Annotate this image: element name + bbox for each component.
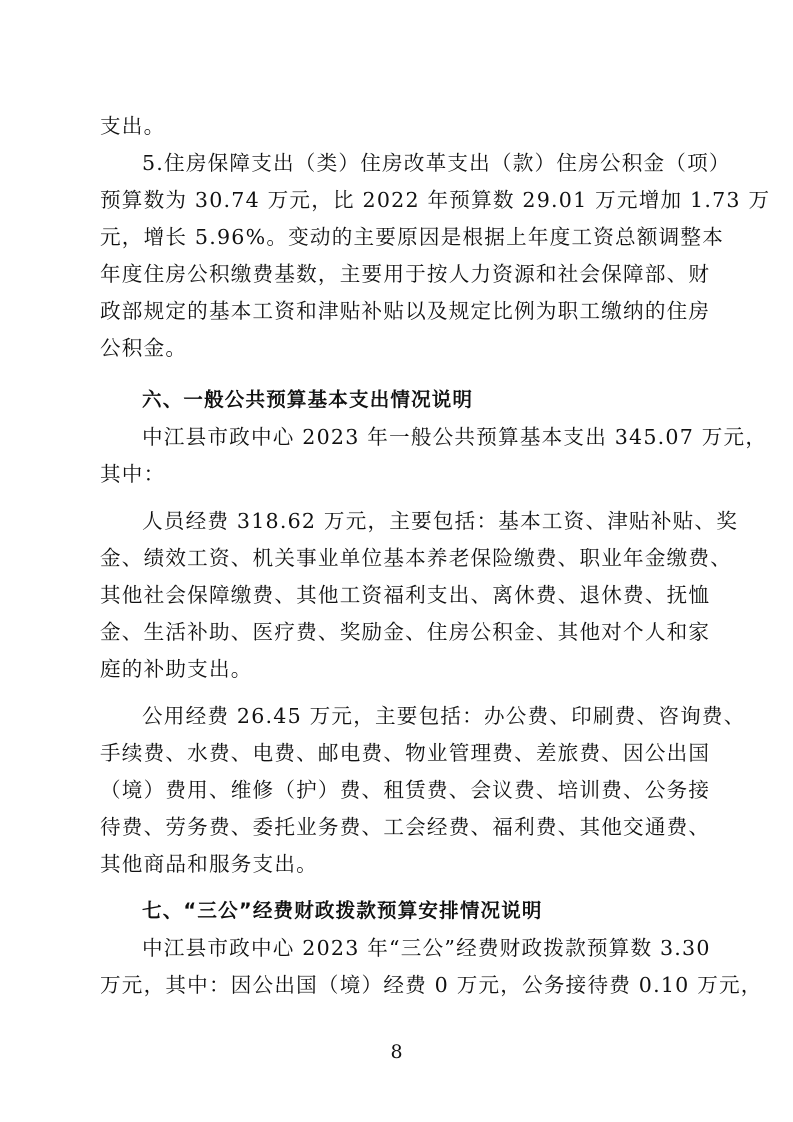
body-text-line: 金、生活补助、医疗费、奖励金、住房公积金、其他对个人和家	[100, 620, 711, 644]
body-text-line: 5.住房保障支出（类）住房改革支出（款）住房公积金（项）	[142, 151, 731, 175]
body-text-line: 庭的补助支出。	[100, 657, 253, 681]
body-text-line: 其他社会保障缴费、其他工资福利支出、离休费、退休费、抚恤	[100, 583, 711, 607]
body-text-line: 中江县市政中心 2023 年一般公共预算基本支出 345.07 万元，	[142, 425, 768, 449]
section-heading: 七、“三公”经费财政拨款预算安排情况说明	[142, 899, 543, 922]
body-text-line: 年度住房公积缴费基数，主要用于按人力资源和社会保障部、财	[100, 262, 711, 286]
body-text-line: 人员经费 318.62 万元，主要包括：基本工资、津贴补贴、奖	[142, 509, 739, 533]
body-text-line: 万元，其中：因公出国（境）经费 0 万元，公务接待费 0.10 万元，	[100, 973, 763, 997]
body-text-line: 其中：	[100, 462, 166, 486]
section-heading: 六、一般公共预算基本支出情况说明	[142, 388, 474, 411]
body-text-line: 金、绩效工资、机关事业单位基本养老保险缴费、职业年金缴费、	[100, 546, 733, 570]
body-text-line: 支出。	[100, 114, 166, 138]
body-text-line: 元，增长 5.96%。变动的主要原因是根据上年度工资总额调整本	[100, 225, 725, 249]
body-text-line: 其他商品和服务支出。	[100, 852, 318, 876]
body-text-line: 待费、劳务费、委托业务费、工会经费、福利费、其他交通费、	[100, 815, 711, 839]
body-text-line: （境）费用、维修（护）费、租赁费、会议费、培训费、公务接	[100, 778, 711, 802]
body-text-line: 预算数为 30.74 万元，比 2022 年预算数 29.01 万元增加 1.73 万	[100, 188, 771, 212]
body-text-line: 中江县市政中心 2023 年“三公”经费财政拨款预算数 3.30	[142, 936, 711, 960]
body-text-line: 公用经费 26.45 万元，主要包括：办公费、印刷费、咨询费、	[142, 704, 746, 728]
body-text-line: 公积金。	[100, 336, 188, 360]
body-text-line: 政部规定的基本工资和津贴补贴以及规定比例为职工缴纳的住房	[100, 299, 711, 323]
body-text-line: 手续费、水费、电费、邮电费、物业管理费、差旅费、因公出国	[100, 741, 711, 765]
page-number: 8	[390, 1041, 403, 1063]
